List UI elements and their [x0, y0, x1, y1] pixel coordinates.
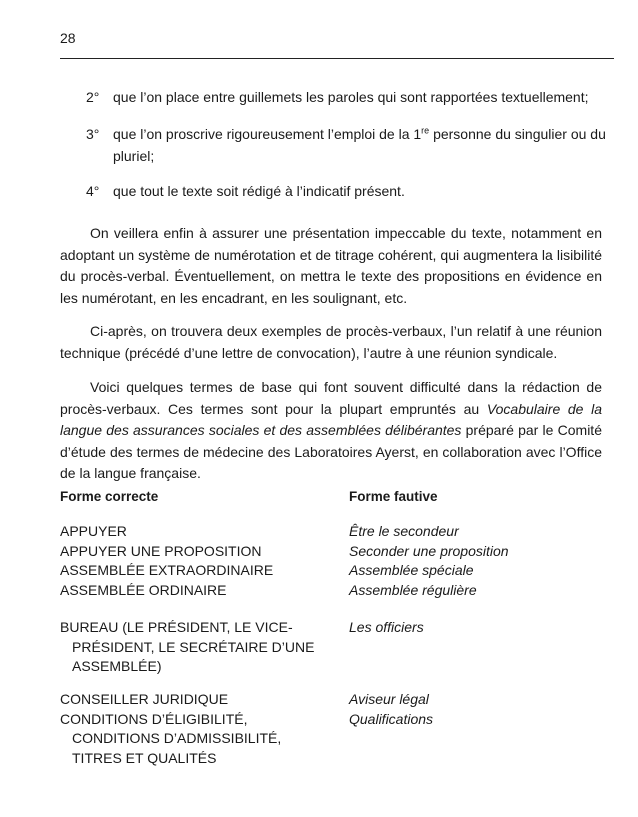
term: CONSEILLER JURIDIQUE — [60, 691, 229, 707]
paragraph-examples — [60, 321, 602, 364]
term: Seconder une proposition — [349, 542, 509, 559]
term: APPUYER UNE PROPOSITION — [60, 542, 262, 559]
term: Être le secondeur — [349, 523, 459, 539]
paragraph-terms — [60, 377, 602, 485]
paragraph-presentation — [60, 223, 602, 309]
list-item-2 — [86, 87, 606, 109]
term: Les officiers — [349, 619, 424, 635]
correct-form-group-1 — [60, 522, 325, 600]
term: ASSEMBLÉE EXTRAORDINAIRE — [60, 562, 274, 578]
paragraph-text: On veillera enfin à assurer une présentation impeccable du texte, notamment en adoptant un système de numérotation et de titrage cohérent, qui augmentera la lisibilité du procès-verbal. Éventuellement, on mettra le texte des propositions en évidence en les numérotant, en les encadrant, en les soulignant, etc. — [60, 225, 602, 306]
list-text: que tout le texte soit rédigé à l’indicatif présent. — [113, 183, 405, 199]
term: CONDITIONS D’ÉLIGIBILITÉ, — [60, 710, 248, 727]
term: Aviseur légal — [349, 691, 429, 707]
paragraph-text: Ci-après, on trouvera deux exemples de procès-verbaux, l’un relatif à une réunion technique (précédé d’une lettre de convocation), l’autre à une réunion syndicale. — [60, 323, 602, 361]
list-item-3 — [86, 124, 606, 167]
superscript: re — [421, 125, 430, 136]
term: CONDITIONS D’ADMISSIBILITÉ, — [72, 730, 282, 746]
term: TITRES ET QUALITÉS — [72, 749, 217, 766]
header-correct-form: Forme correcte — [60, 489, 159, 504]
paragraph-text: Voici quelques termes de base qui font souvent difficulté dans la rédaction de procès-verbaux. Ces termes sont pour la plupart empruntés au — [60, 379, 602, 417]
page-number: 28 — [60, 30, 76, 46]
term: Assemblée spéciale — [349, 562, 474, 578]
term: PRÉSIDENT, LE SECRÉTAIRE D’UNE — [72, 638, 315, 655]
vocabulary-title: Vocabulaire de la langue des assurances sociales et des assemblées délibérantes — [60, 400, 602, 438]
list-number: 2° — [86, 89, 100, 105]
header-wrong-form: Forme fautive — [349, 489, 438, 504]
term: BUREAU (LE PRÉSIDENT, LE VICE- — [60, 619, 293, 635]
wrong-form-group-2 — [349, 618, 609, 638]
term: ASSEMBLÉE) — [72, 658, 162, 674]
list-number: 4° — [86, 183, 100, 199]
correct-form-group-3 — [60, 690, 325, 768]
wrong-form-group-1 — [349, 522, 609, 600]
term: Assemblée régulière — [349, 581, 477, 598]
list-text-cont: personne du singulier ou du pluriel; — [113, 126, 606, 164]
wrong-form-group-3 — [349, 690, 609, 729]
term: ASSEMBLÉE ORDINAIRE — [60, 581, 227, 598]
list-text: que l’on proscrive rigoureusement l’emploi de la 1 — [113, 126, 422, 142]
list-number: 3° — [86, 126, 100, 142]
paragraph-text-cont: préparé par le Comité d’étude des termes de médecine des Laboratoires Ayerst, en collaboration avec l’Office de la langue française. — [60, 422, 602, 481]
term: APPUYER — [60, 523, 127, 539]
correct-form-group-2 — [60, 618, 325, 677]
header-rule — [60, 58, 614, 59]
term: Qualifications — [349, 710, 434, 727]
list-text: que l’on place entre guillemets les paroles qui sont rapportées textuellement; — [113, 89, 589, 105]
list-item-4 — [86, 181, 606, 203]
